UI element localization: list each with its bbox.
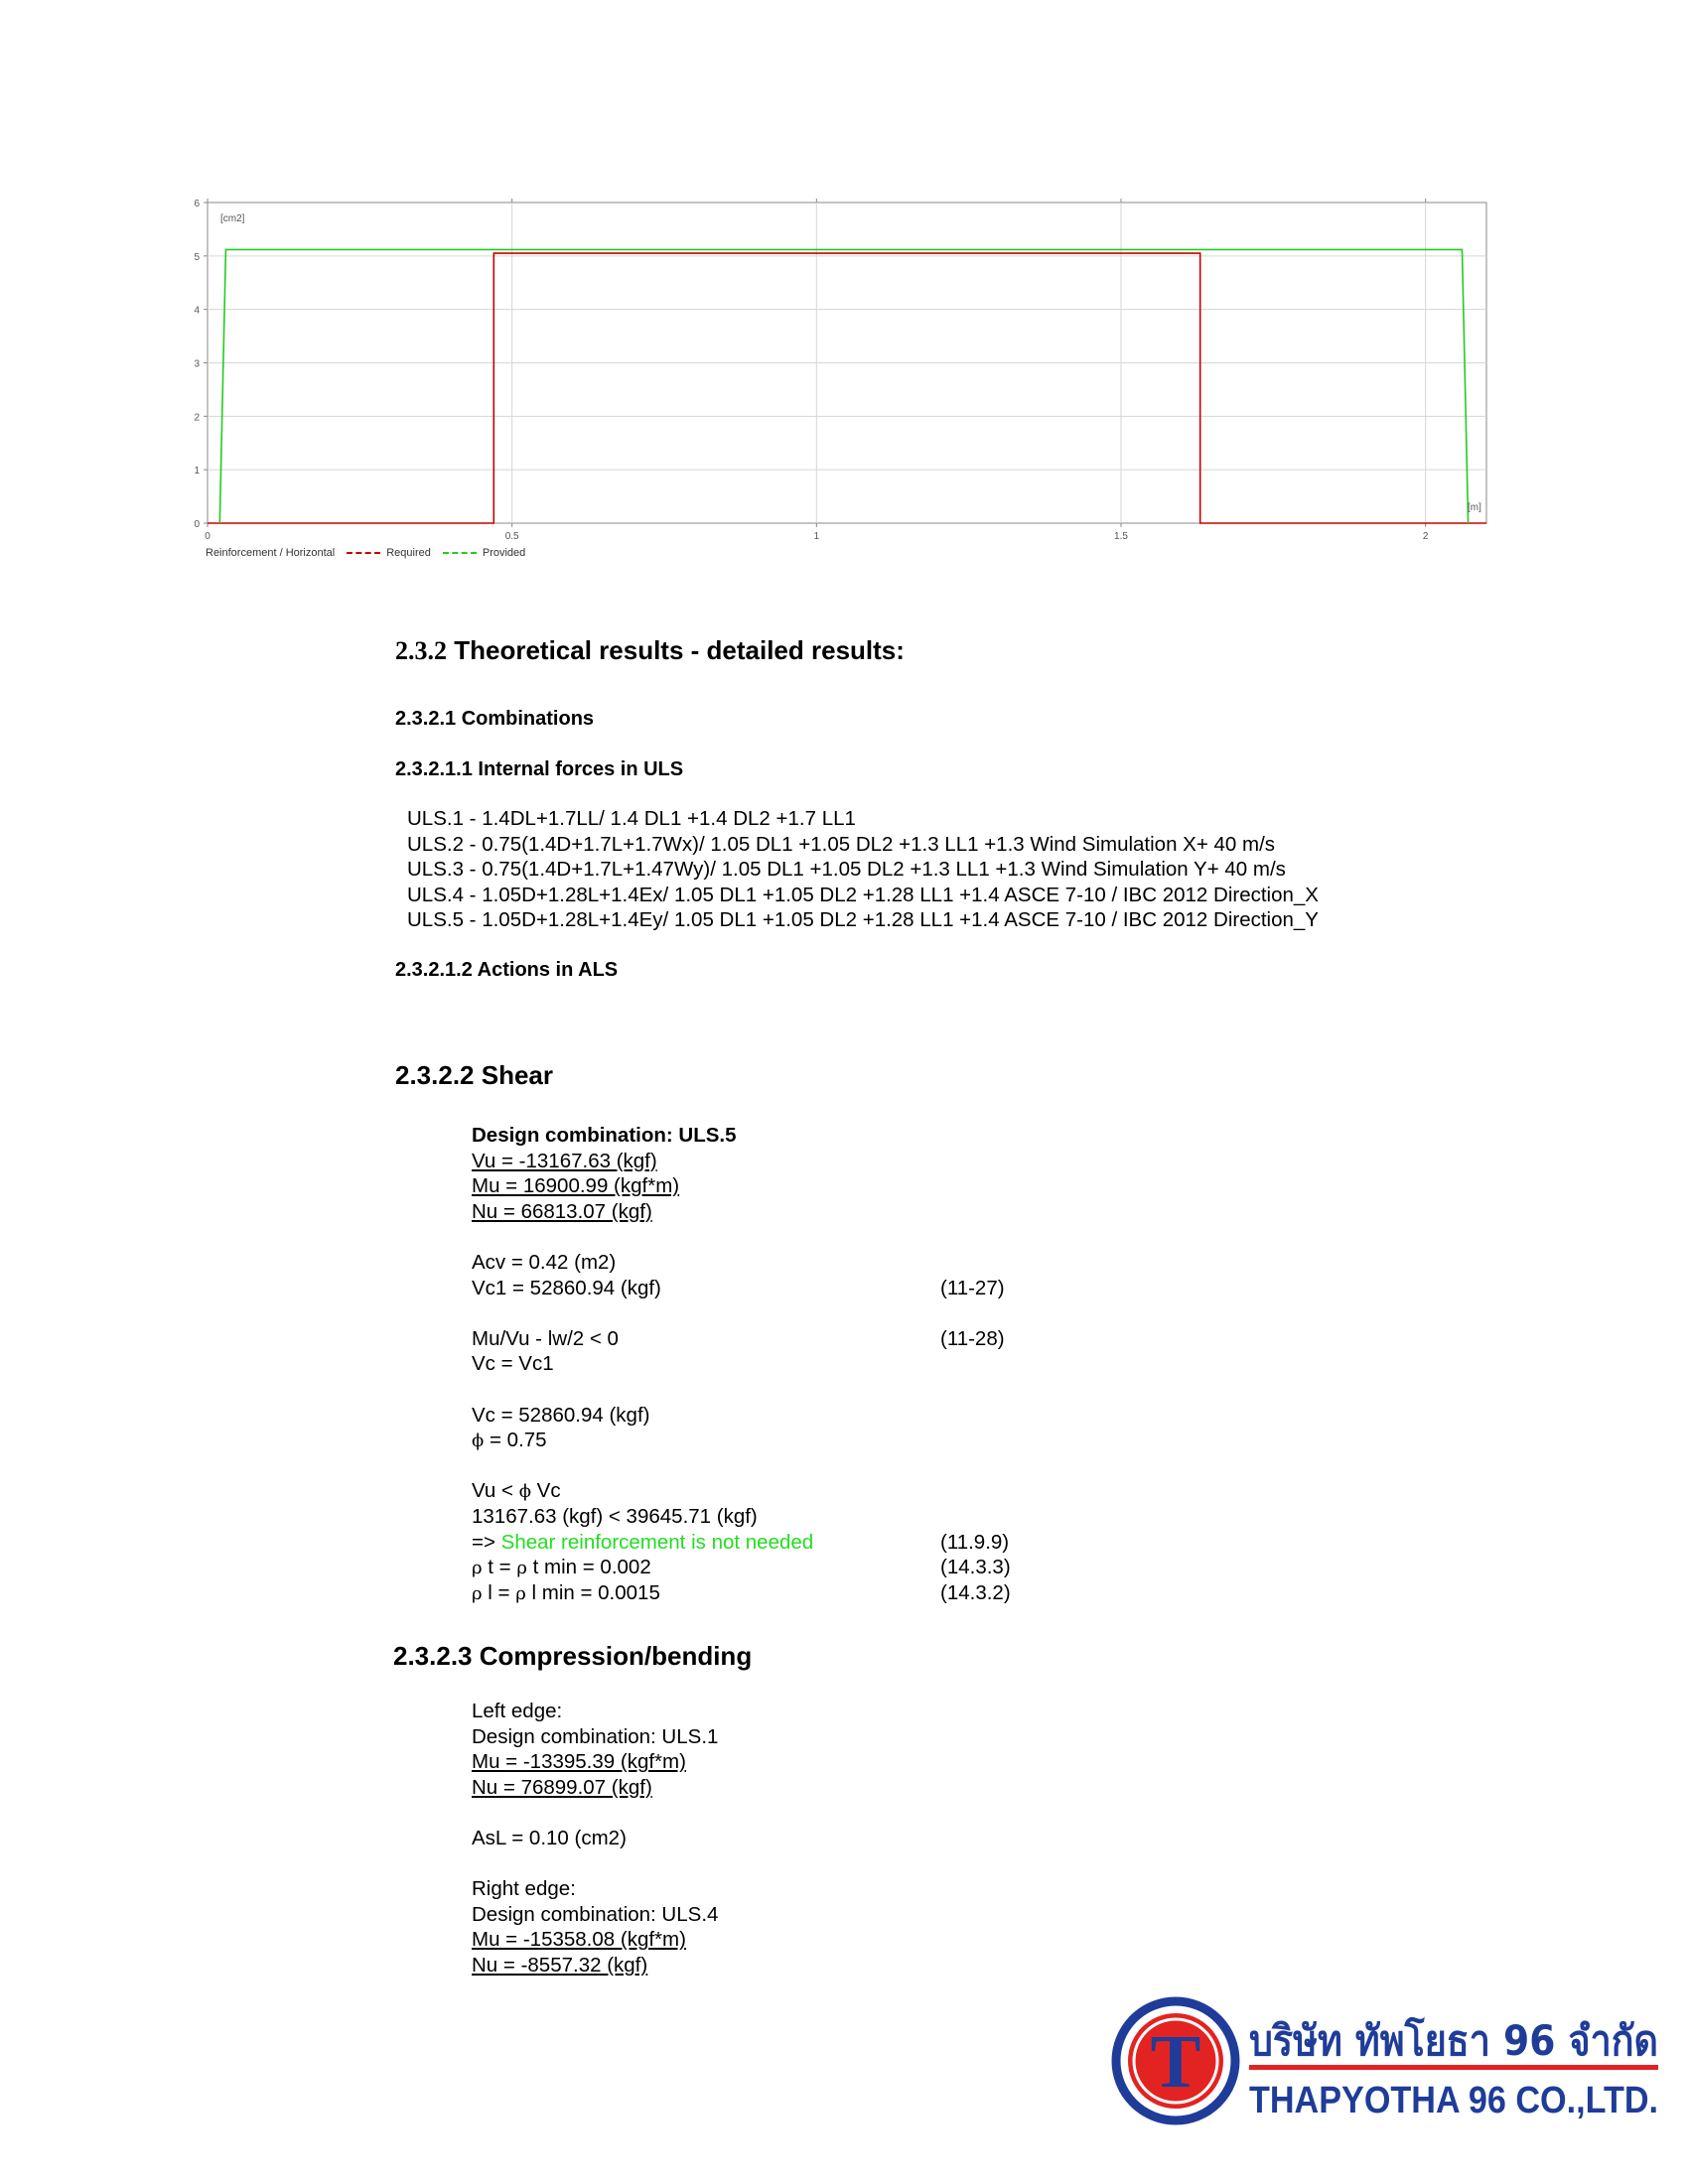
asl-value: AsL = 0.10 (cm2) <box>472 1826 627 1849</box>
x-tick-label: 0.5 <box>504 531 519 542</box>
shear-phi-value: = 0.75 <box>484 1429 547 1452</box>
shear-nu: Nu = 66813.07 (kgf) <box>472 1199 652 1223</box>
logo-letter: T <box>1150 2020 1201 2104</box>
shear-condition: Mu/Vu - lw/2 < 0 <box>472 1326 619 1350</box>
y-tick-label: 5 <box>194 251 200 263</box>
shear-vu: Vu = -13167.63 (kgf) <box>472 1149 657 1172</box>
y-tick-label: 1 <box>194 466 200 478</box>
rho-l-a: l = <box>482 1580 516 1604</box>
shear-phi-row <box>472 1428 1167 1453</box>
shear-check <box>472 1478 1167 1504</box>
shear-vc: Vc = 52860.94 (kgf) <box>472 1403 650 1427</box>
shear-check-values: 13167.63 (kgf) < 39645.71 (kgf) <box>472 1504 758 1528</box>
right-nu: Nu = -8557.32 (kgf) <box>472 1953 648 1977</box>
compression-block <box>472 1699 1167 1979</box>
combination-uls4: ULS.4 - 1.05D+1.28L+1.4Ex/ 1.05 DL1 +1.05 DL2 +1.28 LL1 +1.4 ASCE 7-10 / IBC 2012 Direction_X <box>407 883 1319 906</box>
right-mu: Mu = -15358.08 (kgf*m) <box>472 1928 686 1952</box>
result-arrow: => <box>472 1530 501 1554</box>
x-tick-label: 0 <box>205 531 211 542</box>
y-tick-label: 0 <box>194 519 200 530</box>
combinations-list <box>407 806 1319 933</box>
rho-t-row <box>472 1555 1167 1580</box>
x-unit-label: [m] <box>1468 502 1481 513</box>
shear-vc1-ref: (11-27) <box>940 1276 1005 1299</box>
shear-mu: Mu = 16900.99 (kgf*m) <box>472 1174 680 1198</box>
chart-legend <box>206 547 525 559</box>
shear-design-combination: Design combination: ULS.5 <box>472 1124 737 1147</box>
logo-red-bar <box>1249 2065 1658 2070</box>
logo-english-name: THAPYOTHA 96 CO.,LTD. <box>1249 2080 1658 2121</box>
y-unit-label: [cm2] <box>220 213 245 224</box>
rho-l-row <box>472 1580 1167 1606</box>
phi-symbol: ϕ <box>518 1481 531 1503</box>
shear-check-a: Vu < <box>472 1479 519 1503</box>
combination-uls1: ULS.1 - 1.4DL+1.7LL/ 1.4 DL1 +1.4 DL2 +1.7 LL1 <box>407 807 856 830</box>
shear-block <box>472 1123 1167 1605</box>
section-title: Theoretical results - detailed results: <box>447 635 905 665</box>
right-design-combination: Design combination: ULS.4 <box>472 1902 719 1926</box>
x-tick-label: 2 <box>1422 531 1429 542</box>
legend-provided-line <box>443 552 477 554</box>
company-logo <box>1112 1995 1668 2134</box>
right-edge-label: Right edge: <box>472 1877 576 1901</box>
left-design-combination: Design combination: ULS.1 <box>472 1724 719 1748</box>
combination-uls3: ULS.3 - 0.75(1.4D+1.7L+1.47Wy)/ 1.05 DL1 +1.05 DL2 +1.3 LL1 +1.3 Wind Simulation Y+ 40 m/s <box>407 858 1286 882</box>
reinforcement-chart <box>195 195 1505 547</box>
rho-t-ref: (14.3.3) <box>940 1556 1011 1579</box>
legend-provided-label: Provided <box>482 547 526 559</box>
legend-title: Reinforcement / Horizontal <box>206 547 336 559</box>
y-tick-label: 3 <box>194 358 200 370</box>
chart-grid <box>208 203 1486 523</box>
section-2-3-2-1-2-heading: 2.3.2.1.2 Actions in ALS <box>395 959 619 981</box>
rho-symbol: ρ <box>516 1558 527 1579</box>
x-tick-label: 1.5 <box>1114 531 1128 542</box>
phi-symbol: ϕ <box>472 1431 485 1452</box>
section-2-3-2-1-1-heading: 2.3.2.1.1 Internal forces in ULS <box>395 758 684 780</box>
legend-required-label: Required <box>386 547 431 559</box>
rho-t-a: t = <box>482 1556 517 1579</box>
section-2-3-2-1-heading: 2.3.2.1 Combinations <box>395 708 595 730</box>
combination-uls5: ULS.5 - 1.05D+1.28L+1.4Ey/ 1.05 DL1 +1.05 DL2 +1.28 LL1 +1.4 ASCE 7-10 / IBC 2012 Direction_Y <box>407 908 1319 932</box>
shear-check-b: Vc <box>530 1479 561 1503</box>
shear-condition-ref: (11-28) <box>940 1326 1005 1350</box>
rho-symbol: ρ <box>472 1558 483 1579</box>
rho-l-b: l min = 0.0015 <box>525 1580 660 1604</box>
y-tick-label: 6 <box>194 199 200 209</box>
rho-symbol: ρ <box>472 1582 483 1604</box>
rho-t-b: t min = 0.002 <box>526 1556 651 1579</box>
shear-result: Shear reinforcement is not needed <box>500 1530 814 1554</box>
rho-symbol: ρ <box>515 1582 526 1604</box>
combination-uls2: ULS.2 - 0.75(1.4D+1.7L+1.7Wx)/ 1.05 DL1 +1.05 DL2 +1.3 LL1 +1.3 Wind Simulation X+ 40 m/s <box>407 832 1276 856</box>
section-2-3-2-heading <box>395 635 905 666</box>
x-tick-label: 1 <box>813 531 820 542</box>
section-number: 2.3.2 <box>395 636 447 665</box>
logo-thai-name: บริษัท ทัพโยธา 96 จำกัด <box>1249 2016 1658 2065</box>
left-edge-label: Left edge: <box>472 1700 563 1722</box>
shear-vc-equals: Vc = Vc1 <box>472 1352 554 1376</box>
left-nu: Nu = 76899.07 (kgf) <box>472 1775 652 1799</box>
rho-l-ref: (14.3.2) <box>940 1580 1011 1604</box>
left-mu: Mu = -13395.39 (kgf*m) <box>472 1750 686 1774</box>
legend-required-line <box>347 552 380 554</box>
y-tick-label: 2 <box>194 412 200 424</box>
compression-heading: 2.3.2.3 Compression/bending <box>393 1641 753 1671</box>
shear-vc1: Vc1 = 52860.94 (kgf) <box>472 1276 661 1299</box>
shear-heading: 2.3.2.2 Shear <box>395 1060 553 1090</box>
shear-acv: Acv = 0.42 (m2) <box>472 1250 617 1274</box>
shear-result-ref: (11.9.9) <box>940 1530 1010 1554</box>
y-tick-label: 4 <box>194 305 200 317</box>
